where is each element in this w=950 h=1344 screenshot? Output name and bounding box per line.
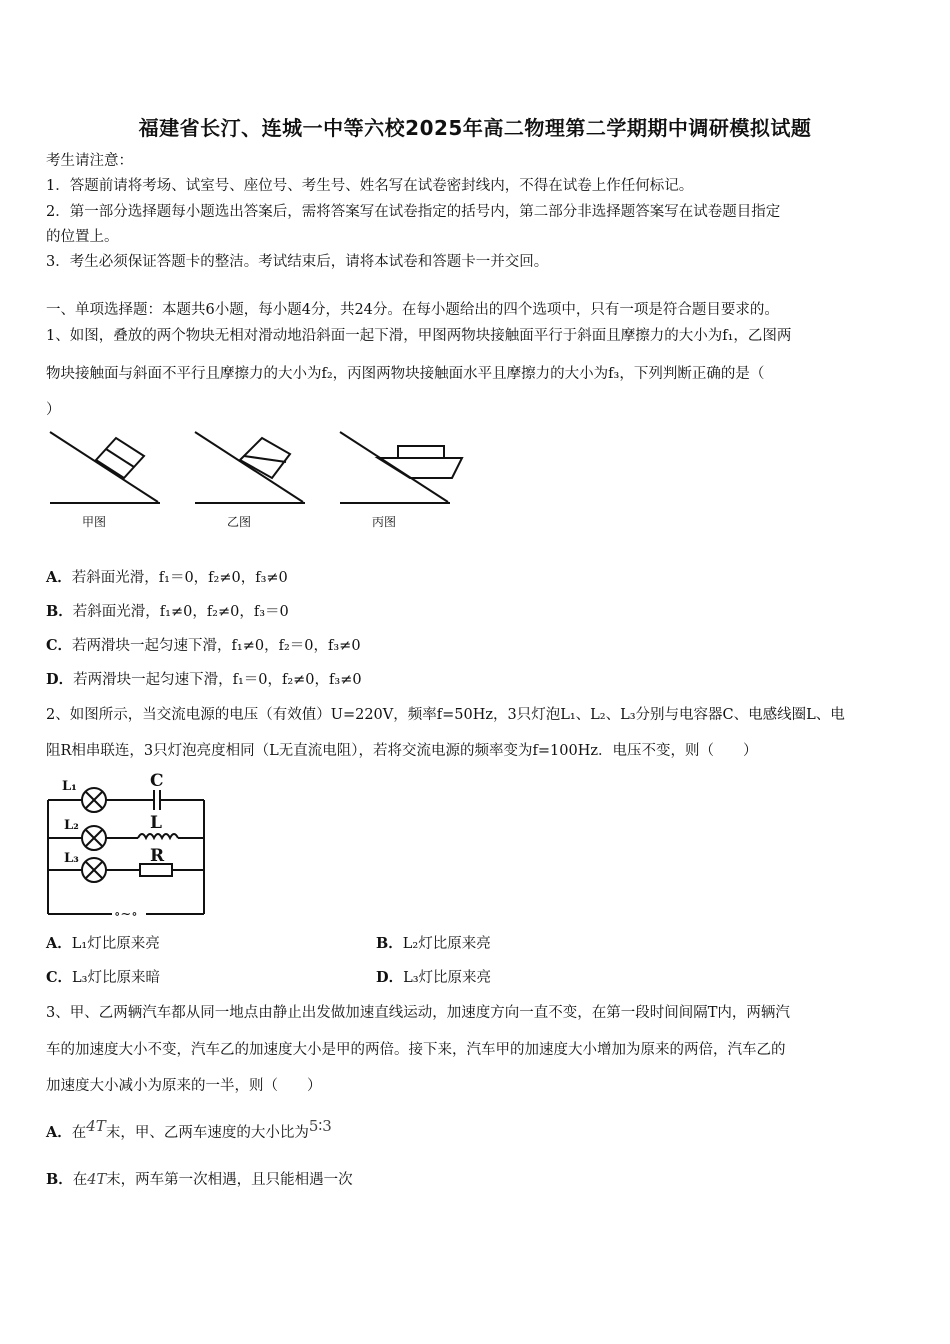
section-heading: 一、单项选择题：本题共6小题，每小题4分，共24分。在每小题给出的四个选项中，只有一项是符合题目要求的。 <box>46 302 779 318</box>
q1-option-c <box>46 636 361 656</box>
q2-option-d-text: L₃灯比原来亮 <box>403 970 492 986</box>
q2-option-a-text: L₁灯比原来亮 <box>71 936 160 952</box>
q2-option-c-label: C． <box>46 969 73 986</box>
q3-option-a-math-4t: 4T <box>86 1117 106 1135</box>
circuit-label-c: C <box>150 772 164 791</box>
incline-figure-jia <box>50 432 160 503</box>
q1-option-d-text: 若两滑块一起匀速下滑，f₁＝0，f₂≠0，f₃≠0 <box>73 672 362 688</box>
q1-option-a-text: 若斜面光滑，f₁＝0，f₂≠0，f₃≠0 <box>71 570 288 586</box>
q2-option-d <box>376 968 491 988</box>
q1-option-a-label: A． <box>46 569 72 586</box>
q3-option-a <box>46 1116 332 1143</box>
figure-label-yi: 乙图 <box>227 515 252 529</box>
q3-option-b-pre: 在 <box>72 1172 88 1188</box>
q2-option-a-label: A． <box>46 935 72 952</box>
q3-option-b-math-4t: 4T <box>87 1172 107 1188</box>
q1-option-c-text: 若两滑块一起匀速下滑，f₁≠0，f₂＝0，f₃≠0 <box>72 638 361 654</box>
q2-line-2: 阻R相串联连，3只灯泡亮度相同（L无直流电阻），若将交流电源的频率变为f=100Hz．电压不变，则（ ） <box>46 743 758 759</box>
circuit-diagram <box>40 772 215 920</box>
q1-option-b <box>46 602 289 622</box>
q3-line-2: 车的加速度大小不变，汽车乙的加速度大小是甲的两倍。接下来，汽车甲的加速度大小增加为原来的两倍，汽车乙的 <box>46 1042 786 1058</box>
q3-option-a-label: A． <box>46 1123 72 1141</box>
incline-figure-bing <box>340 432 462 503</box>
notice-item-2: 2．第一部分选择题每小题选出答案后，需将答案写在试卷指定的括号内，第二部分非选择题答案写在试卷题目指定 <box>46 204 781 220</box>
figure-label-jia: 甲图 <box>82 515 107 529</box>
q3-option-b <box>46 1170 353 1190</box>
circuit-label-l2: L₂ <box>64 818 79 833</box>
q1-line-2: 物块接触面与斜面不平行且摩擦力的大小为f₂，丙图两物块接触面水平且摩擦力的大小为f₃，下列判断正确的是（ <box>46 366 765 382</box>
q3-option-b-post: 末，两车第一次相遇，且只能相遇一次 <box>106 1172 353 1188</box>
q1-line-3: ） <box>46 402 61 418</box>
ac-source-symbol: ∘~∘ <box>114 907 138 920</box>
q3-option-a-pre: 在 <box>71 1124 87 1141</box>
q2-option-b-label: B． <box>376 935 403 952</box>
page-title: 福建省长汀、连城一中等六校2025年高二物理第二学期期中调研模拟试题 <box>138 116 812 140</box>
q1-option-d-label: D． <box>46 671 74 688</box>
circuit-label-l1: L₁ <box>62 779 77 794</box>
circuit-label-l: L <box>150 813 162 833</box>
circuit-label-l3: L₃ <box>64 851 79 866</box>
q2-line-1: 2、如图所示，当交流电源的电压（有效值）U=220V，频率f=50Hz，3只灯泡L₁、L₂、L₃分别与电容器C、电感线圈L、电 <box>46 707 845 723</box>
incline-figure-yi <box>195 432 305 503</box>
circuit-label-r: R <box>150 846 165 866</box>
q2-option-b-text: L₂灯比原来亮 <box>402 936 491 952</box>
q1-line-1: 1、如图，叠放的两个物块无相对滑动地沿斜面一起下滑，甲图两物块接触面平行于斜面且摩擦力的大小为f₁，乙图两 <box>46 328 792 344</box>
notice-item-1: 1．答题前请将考场、试室号、座位号、考生号、姓名写在试卷密封线内，不得在试卷上作任何标记。 <box>46 178 694 194</box>
q2-option-a <box>46 934 160 954</box>
q1-option-b-text: 若斜面光滑，f₁≠0，f₂≠0，f₃＝0 <box>72 604 289 620</box>
q2-option-c <box>46 968 160 988</box>
q3-option-a-mid: 末，甲、乙两车速度的大小比为 <box>105 1124 309 1141</box>
q1-option-d <box>46 670 362 690</box>
q3-option-a-math-ratio: 5∶3 <box>308 1117 332 1135</box>
figure-label-bing: 丙图 <box>372 515 397 529</box>
q3-line-1: 3、甲、乙两辆汽车都从同一地点由静止出发做加速直线运动，加速度方向一直不变，在第一段时间间隔T内，两辆汽 <box>46 1005 790 1021</box>
incline-figures <box>40 428 480 538</box>
notice-heading: 考生请注意： <box>46 153 133 169</box>
q2-option-b <box>376 934 491 954</box>
q1-option-b-label: B． <box>46 603 73 620</box>
q3-line-3: 加速度大小减小为原来的一半，则（ ） <box>46 1078 322 1094</box>
notice-item-3: 3．考生必须保证答题卡的整洁。考试结束后，请将本试卷和答题卡一并交回。 <box>46 254 549 270</box>
notice-item-2-cont: 的位置上。 <box>46 229 119 245</box>
q3-option-b-label: B． <box>46 1171 73 1188</box>
q2-option-c-text: L₃灯比原来暗 <box>72 970 160 986</box>
q2-option-d-label: D． <box>376 969 404 986</box>
q1-option-a <box>46 568 288 588</box>
q1-option-c-label: C． <box>46 637 73 654</box>
